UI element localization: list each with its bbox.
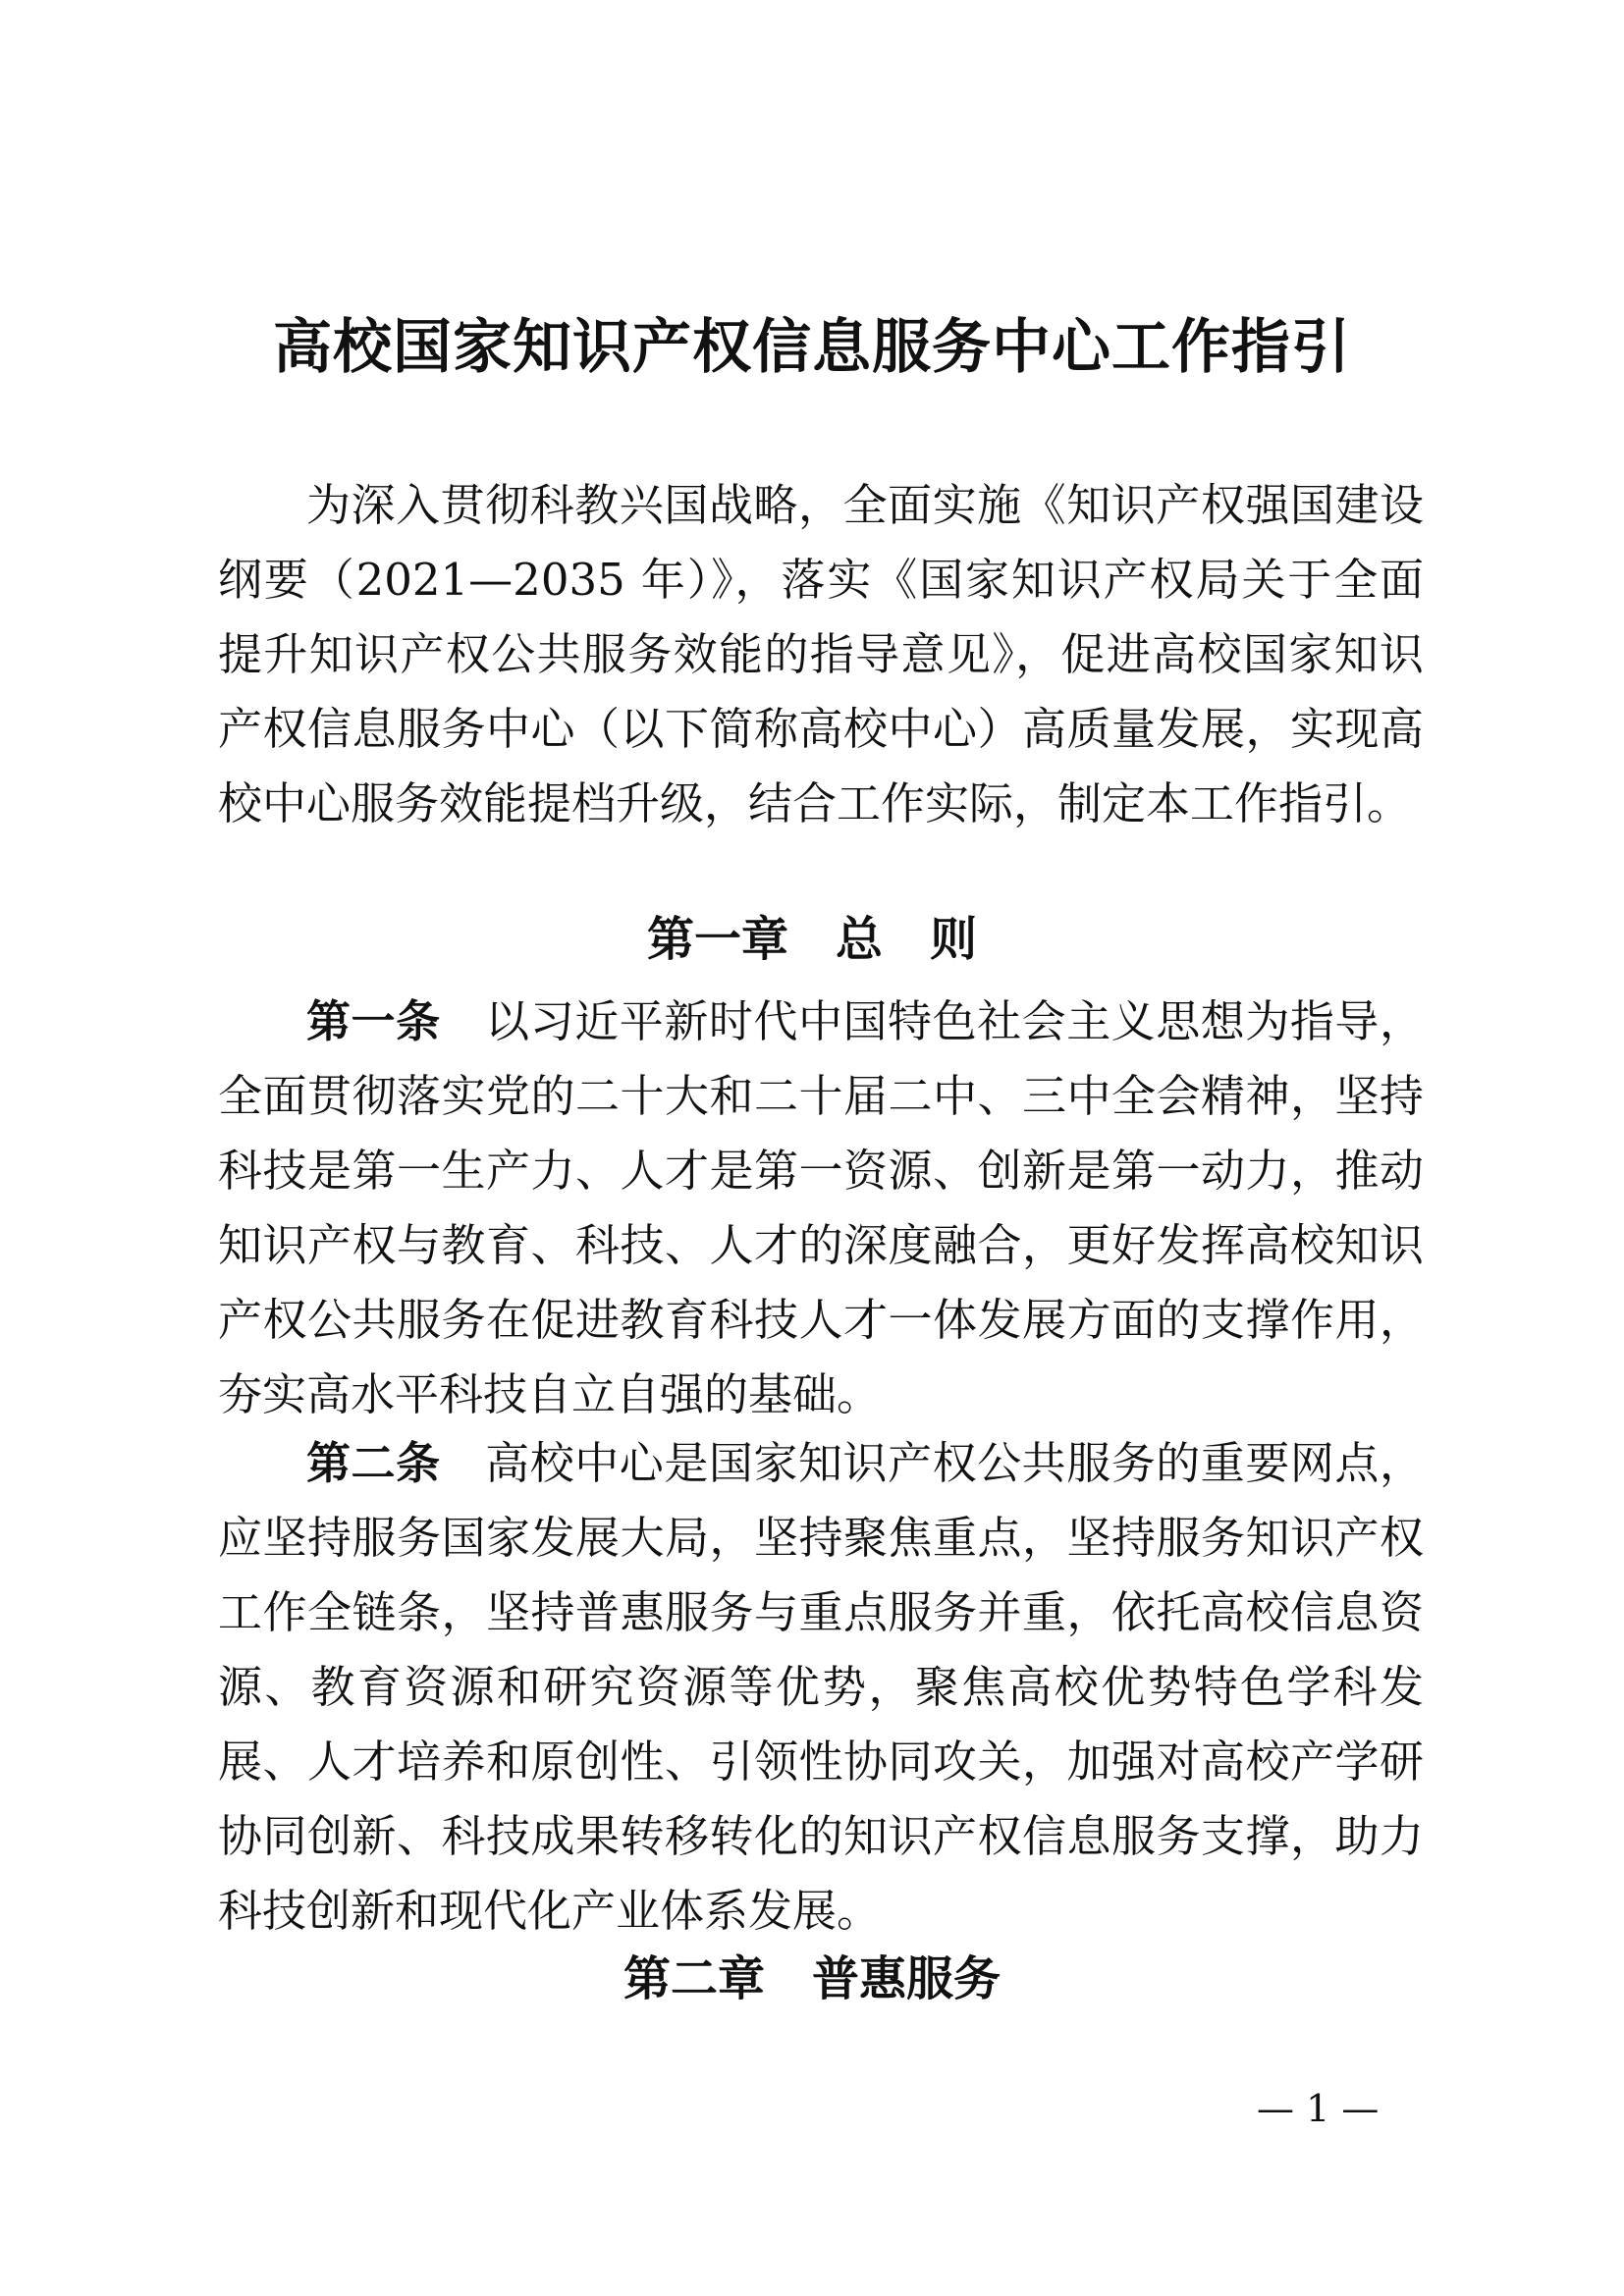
article-spacer (441, 1437, 486, 1489)
chapter-heading: 第二章 普惠服务 (623, 1951, 1001, 2006)
document-title: 高校国家知识产权信息服务中心工作指引 (273, 313, 1351, 382)
article-label: 第一条 (306, 995, 441, 1047)
intro-paragraph: 为深入贯彻科教兴国战略，全面实施《知识产权强国建设纲要（2021—2035 年）》，落实《国家知识产权局关于全面提升知识产权公共服务效能的指导意见》，促进高校国家知识产权信息服务中心（以下简称高校中心）高质量发展，实现高校中心服务效能提档升级，结合工作实际，制定本工作指引。 (218, 479, 1424, 829)
article-paragraph (218, 985, 1424, 1432)
article-text: 高校中心是国家知识产权公共服务的重要网点，应坚持服务国家发展大局，坚持聚焦重点，坚持服务知识产权工作全链条，坚持普惠服务与重点服务并重，依托高校信息资源、教育资源和研究资源等优势，聚焦高校优势特色学科发展、人才培养和原创性、引领性协同攻关，加强对高校产学研协同创新、科技成果转移转化的知识产权信息服务支撑，助力科技创新和现代化产业体系发展。 (218, 1437, 1424, 1937)
chapter-heading: 第一章 总 则 (646, 912, 977, 967)
article-spacer (441, 995, 486, 1047)
article-label: 第二条 (306, 1437, 441, 1489)
page-number: — 1 — (1257, 2087, 1380, 2130)
article-text: 以习近平新时代中国特色社会主义思想为指导，全面贯彻落实党的二十大和二十届二中、三中全会精神，坚持科技是第一生产力、人才是第一资源、创新是第一动力，推动知识产权与教育、科技、人才的深度融合，更好发挥高校知识产权公共服务在促进教育科技人才一体发展方面的支撑作用，夯实高水平科技自立自强的基础。 (218, 995, 1424, 1420)
article-paragraph (218, 1426, 1424, 1949)
